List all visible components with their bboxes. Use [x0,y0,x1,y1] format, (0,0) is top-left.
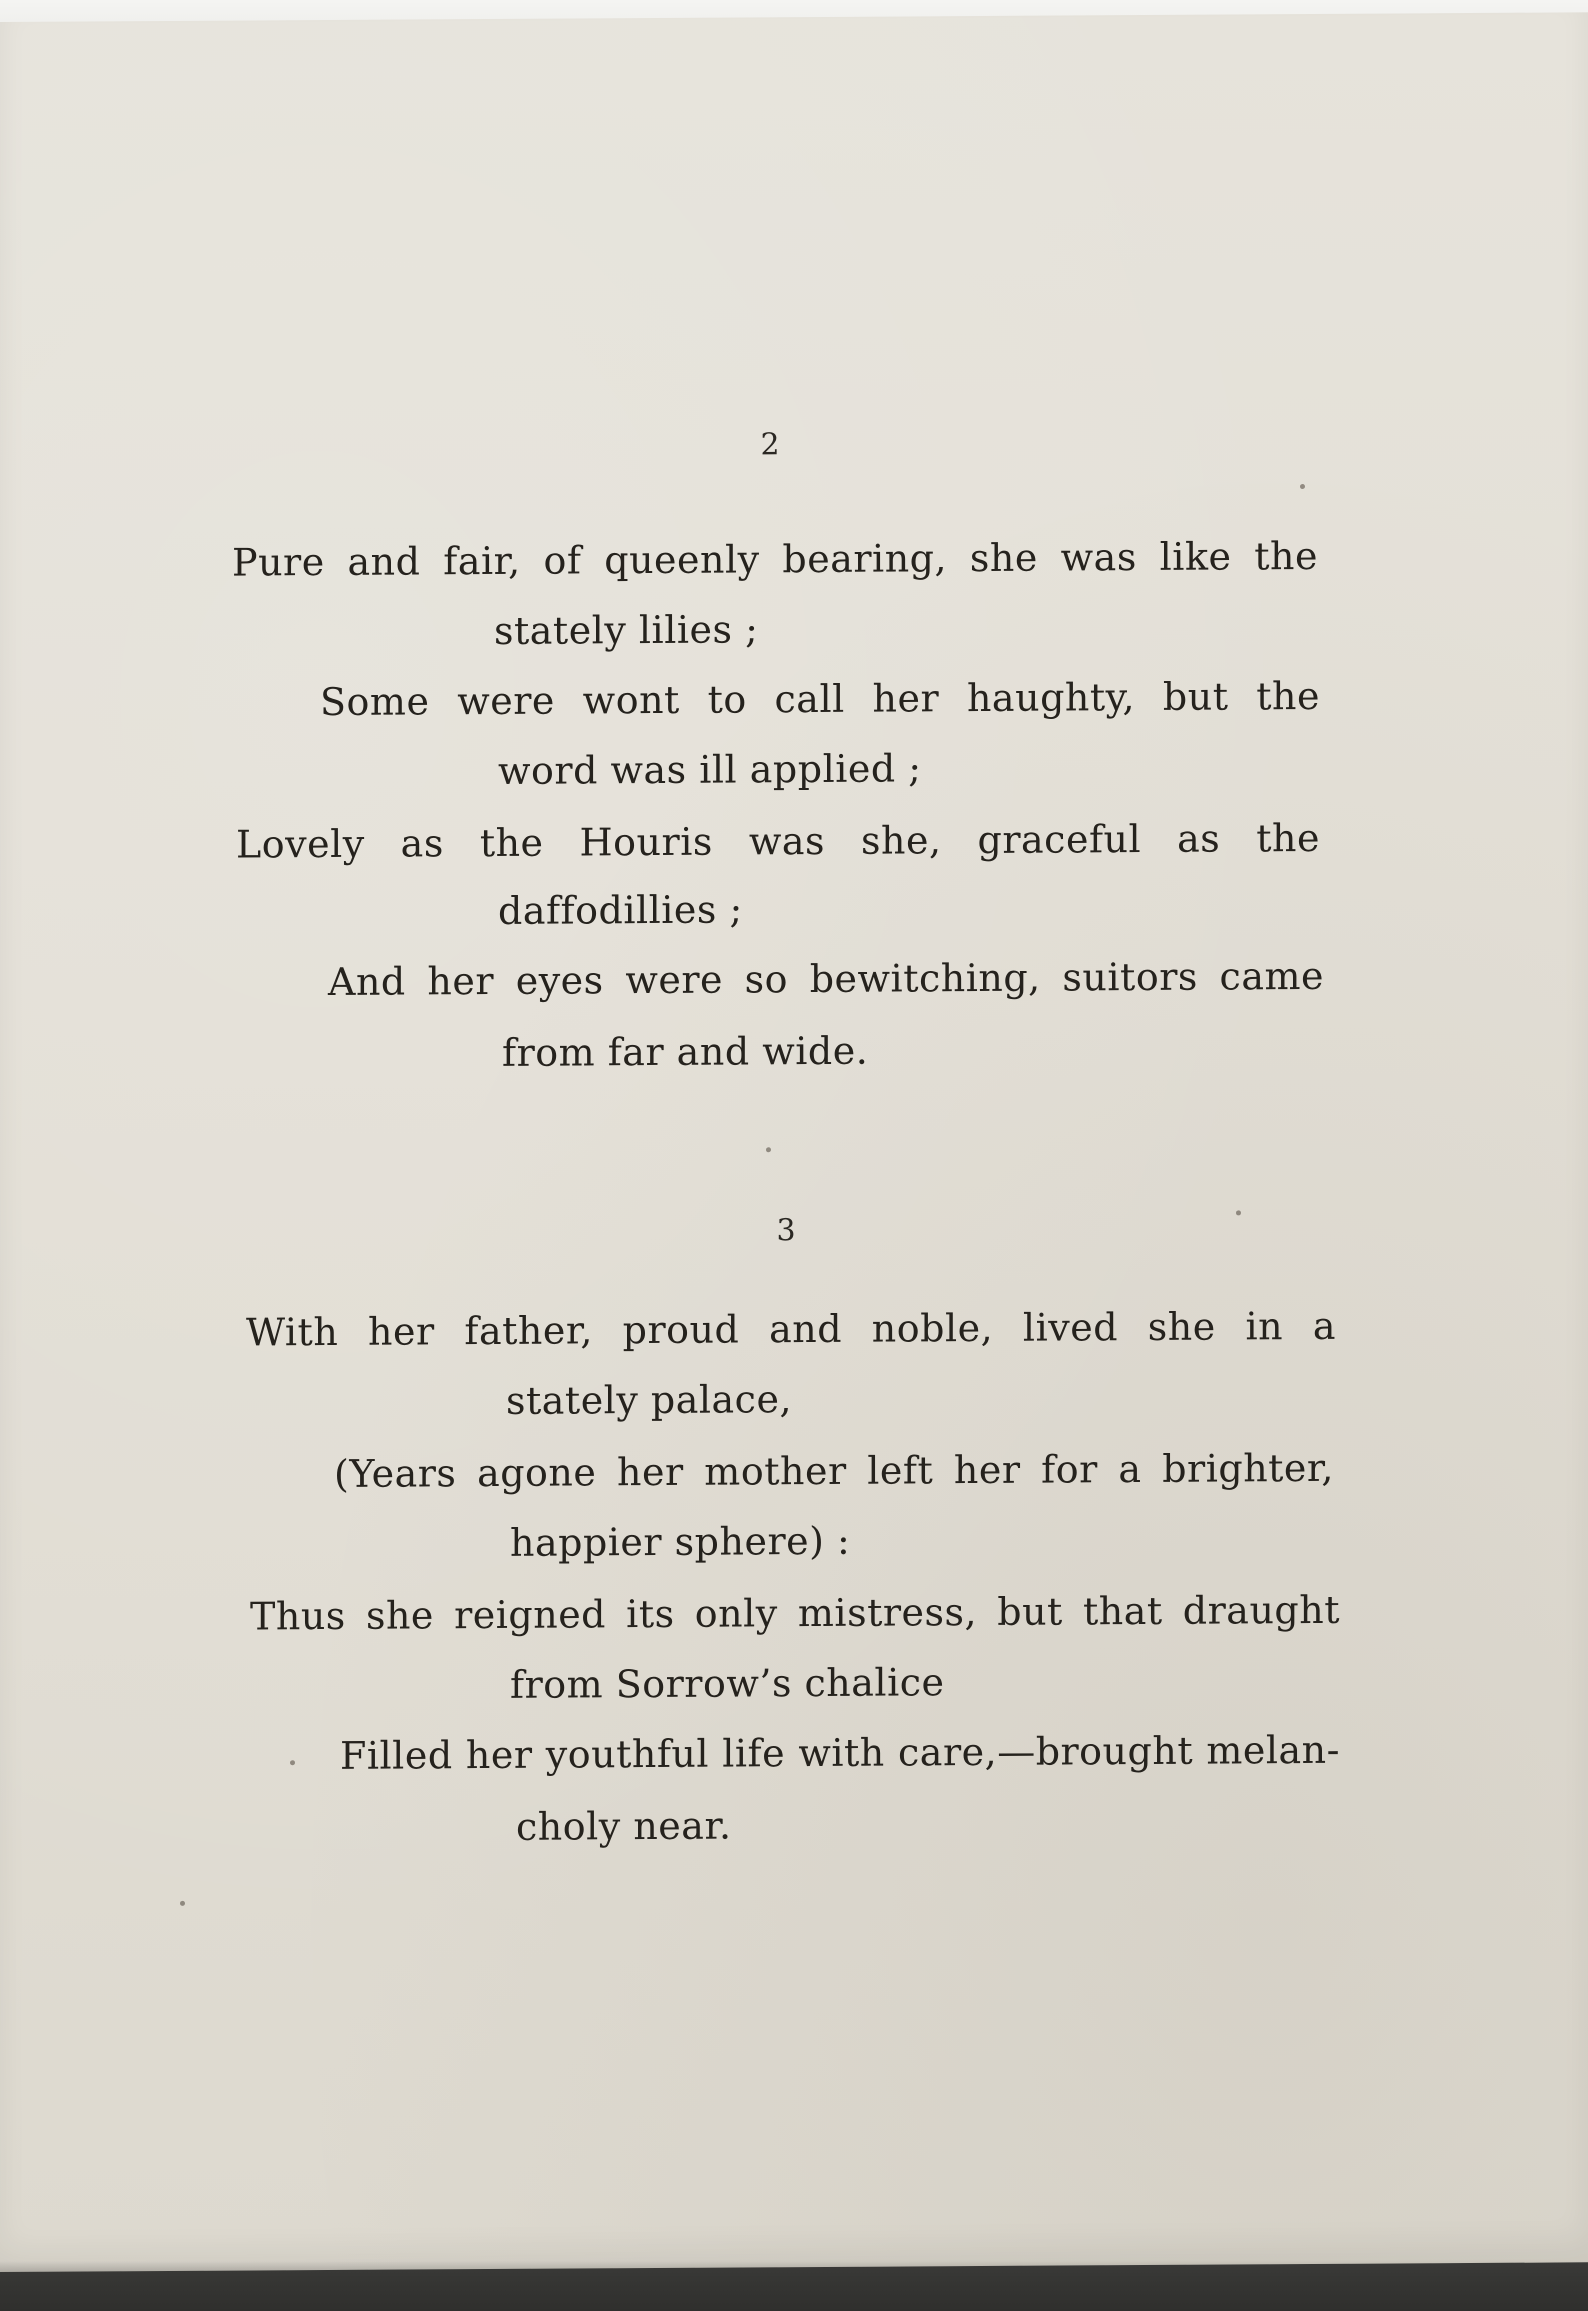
verse-line-continuation: happier sphere) : [510,1518,851,1565]
paper-speck [180,1901,185,1906]
verse-line: With her father, proud and noble, lived she in a [246,1303,1336,1355]
verse-line-continuation: choly near. [516,1803,732,1849]
verse-line: Thus she reigned its only mistress, but that draught [250,1587,1340,1639]
verse-line-continuation: stately lilies ; [494,607,759,653]
verse-line: Pure and fair, of queenly bearing, she was like the [232,533,1318,585]
verse-line: Some were wont to call her haughty, but the [320,673,1320,725]
stanza-number: 2 [760,427,780,463]
paper-speck [290,1760,295,1765]
verse-line-continuation: word was ill applied ; [498,746,922,793]
verse-line-continuation: from Sorrow’s chalice [510,1660,945,1707]
stanza-number: 3 [776,1213,796,1249]
verse-line: Lovely as the Houris was she, graceful as the [236,815,1320,867]
paper-speck [766,1147,771,1152]
paper-speck [1236,1210,1241,1215]
verse-line: Filled her youthful life with care,—brought melan- [340,1727,1340,1778]
verse-line-continuation: daffodillies ; [498,887,743,933]
page-bottom-edge [0,2261,1588,2311]
book-page [0,12,1588,2272]
verse-line-continuation: from far and wide. [502,1028,869,1075]
paper-speck [1300,484,1305,489]
verse-line: And her eyes were so bewitching, suitors came [328,953,1324,1004]
verse-line-continuation: stately palace, [506,1377,793,1423]
verse-line: (Years agone her mother left her for a brighter, [334,1445,1334,1496]
